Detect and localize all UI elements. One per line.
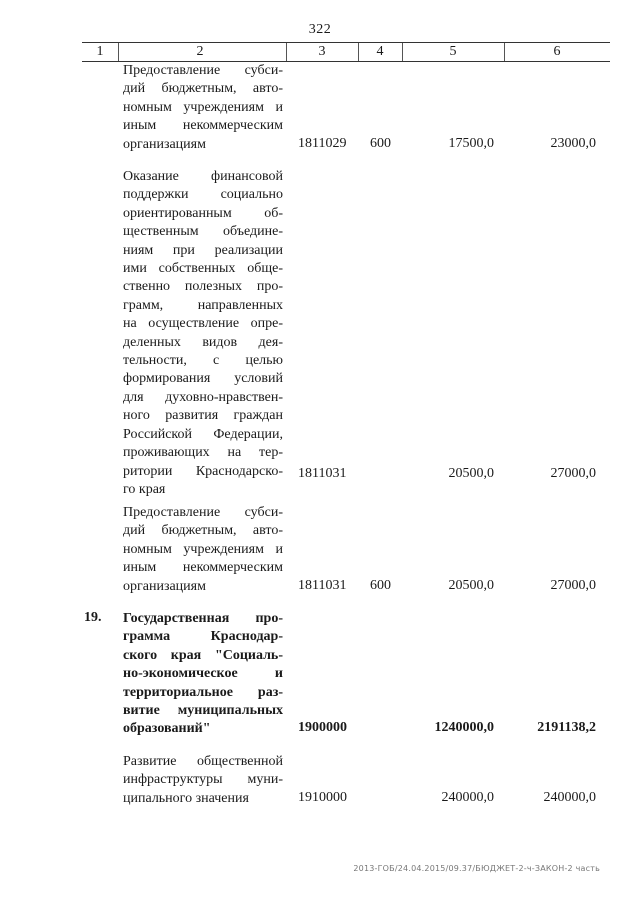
- row-name: Предоставление субси- дий бюджетным, авто- номным учреждениям и иным некоммерческим организациям: [123, 505, 283, 594]
- header-col-1: 1: [96, 44, 104, 59]
- header-col-3: 3: [318, 44, 326, 59]
- row-amount-2: 27000,0: [550, 466, 596, 481]
- row-code: 1900000: [298, 720, 347, 736]
- row-amount-1: 20500,0: [448, 466, 494, 481]
- document-footer: 2013-ГОБ/24.04.2015/09.37/БЮДЖЕТ-2-ч-ЗАКОН-2 часть: [353, 864, 600, 873]
- row-amount-1: 240000,0: [441, 789, 494, 805]
- row-code: 1811029: [298, 135, 347, 151]
- header-col-5: 5: [449, 44, 457, 59]
- row-amount-1: 1240000,0: [434, 720, 494, 736]
- header-col-2: 2: [196, 44, 204, 59]
- row-amount-1: 20500,0: [448, 577, 494, 593]
- row-amount-1: 17500,0: [448, 135, 494, 151]
- row-type: 600: [370, 577, 391, 593]
- row-code: 1811031: [298, 466, 347, 481]
- header-col-4: 4: [376, 44, 384, 59]
- row-amount-2: 240000,0: [543, 789, 596, 805]
- row-amount-2: 23000,0: [550, 135, 596, 151]
- row-amount-2: 2191138,2: [537, 720, 596, 736]
- row-code: 1910000: [298, 789, 347, 805]
- header-col-6: 6: [553, 44, 561, 59]
- row-name: Оказание финансовой поддержки социально ориентированным об- щественным объедине- ниям при реализации ими собственных обще- ственно полезных про- грамм, направленных на осуществление опре- деленных видов дея- тельности, с целью формирования условий для духовно-нравствен- ного развития граждан Российской Федерации, проживающих на тер- ритории Краснодарско- го края: [123, 169, 283, 497]
- row-name: Государственная про- грамма Краснодар- ского края "Социаль- но-экономическое и территориальное раз- витие муниципальных образований": [123, 611, 283, 737]
- row-number: 19.: [84, 610, 102, 625]
- table-header: [82, 42, 610, 62]
- row-name: Предоставление субси- дий бюджетным, авто- номным учреждениям и иным некоммерческим организациям: [123, 63, 283, 152]
- row-type: 600: [370, 135, 391, 151]
- row-name: Развитие общественной инфраструктуры муни- ципального значения: [123, 754, 283, 806]
- row-amount-2: 27000,0: [550, 577, 596, 593]
- page-number: 322: [308, 22, 332, 37]
- row-code: 1811031: [298, 577, 347, 593]
